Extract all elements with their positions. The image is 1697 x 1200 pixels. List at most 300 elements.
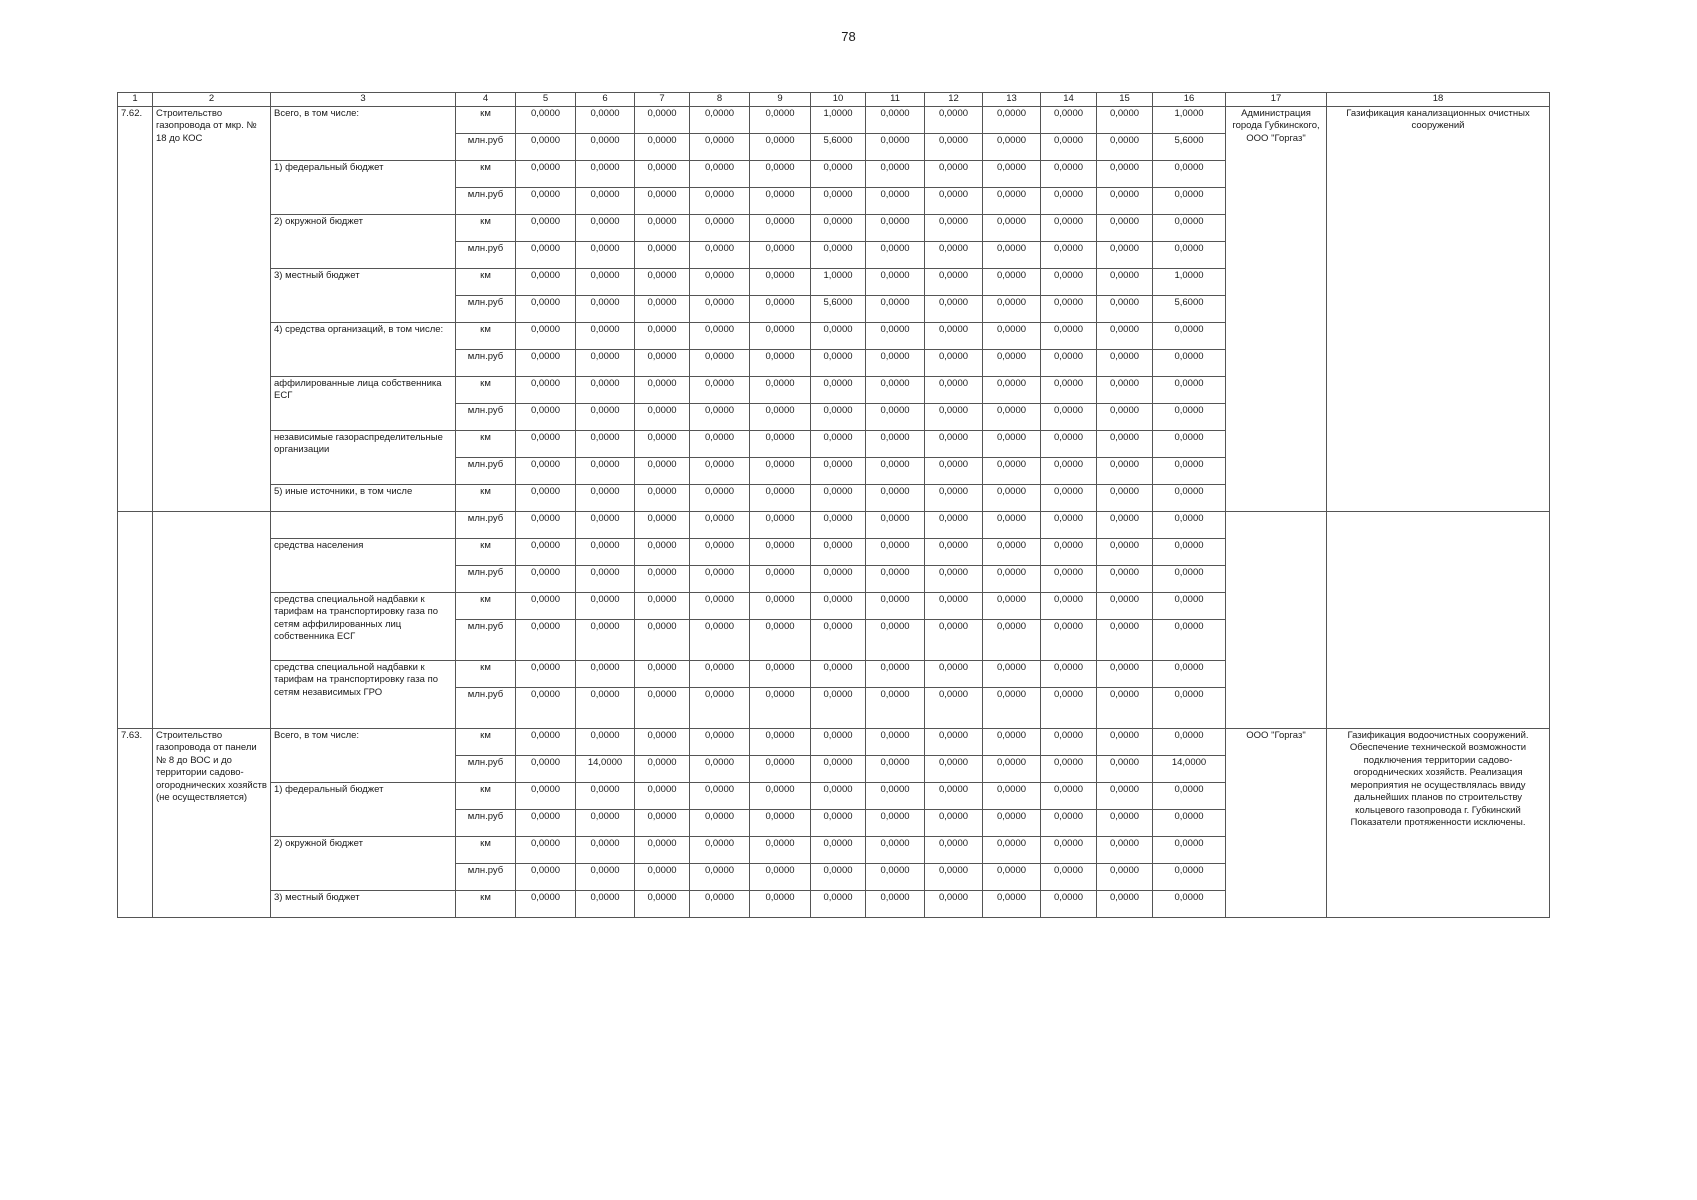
value-cell: 0,0000 xyxy=(1153,660,1226,687)
value-cell: 0,0000 xyxy=(925,619,983,660)
value-cell: 0,0000 xyxy=(811,511,866,538)
unit-cell: млн.руб xyxy=(456,809,516,836)
value-cell: 0,0000 xyxy=(811,430,866,457)
value-cell: 0,0000 xyxy=(811,322,866,349)
item-number: 7.62. xyxy=(118,106,153,511)
value-cell: 0,0000 xyxy=(983,836,1041,863)
value-cell: 0,0000 xyxy=(983,214,1041,241)
value-cell: 0,0000 xyxy=(576,782,635,809)
value-cell: 0,0000 xyxy=(635,322,690,349)
value-cell: 0,0000 xyxy=(811,782,866,809)
value-cell: 0,0000 xyxy=(690,403,750,430)
value-cell: 0,0000 xyxy=(1097,660,1153,687)
value-cell: 0,0000 xyxy=(866,295,925,322)
value-cell: 0,0000 xyxy=(750,836,811,863)
executor xyxy=(1226,511,1327,728)
value-cell: 0,0000 xyxy=(576,403,635,430)
value-cell: 0,0000 xyxy=(866,836,925,863)
value-cell: 0,0000 xyxy=(925,890,983,917)
page-number: 78 xyxy=(841,29,856,44)
value-cell: 5,6000 xyxy=(1153,133,1226,160)
value-cell: 0,0000 xyxy=(750,214,811,241)
column-number: 16 xyxy=(1153,93,1226,107)
value-cell: 0,0000 xyxy=(750,592,811,619)
value-cell: 0,0000 xyxy=(750,268,811,295)
value-cell: 0,0000 xyxy=(983,484,1041,511)
value-cell: 0,0000 xyxy=(1153,592,1226,619)
value-cell: 0,0000 xyxy=(1041,403,1097,430)
value-cell: 0,0000 xyxy=(576,538,635,565)
value-cell: 0,0000 xyxy=(1041,187,1097,214)
value-cell: 0,0000 xyxy=(1041,322,1097,349)
value-cell: 0,0000 xyxy=(576,268,635,295)
value-cell: 0,0000 xyxy=(983,295,1041,322)
value-cell: 0,0000 xyxy=(750,241,811,268)
value-cell: 0,0000 xyxy=(516,619,576,660)
funding-source: 2) окружной бюджет xyxy=(271,836,456,890)
value-cell: 0,0000 xyxy=(1153,349,1226,376)
value-cell: 0,0000 xyxy=(635,160,690,187)
value-cell: 0,0000 xyxy=(516,511,576,538)
value-cell: 0,0000 xyxy=(983,106,1041,133)
value-cell: 0,0000 xyxy=(811,565,866,592)
value-cell: 0,0000 xyxy=(866,457,925,484)
value-cell: 0,0000 xyxy=(516,863,576,890)
value-cell: 0,0000 xyxy=(1097,160,1153,187)
funding-source: 3) местный бюджет xyxy=(271,268,456,322)
value-cell: 0,0000 xyxy=(576,836,635,863)
value-cell: 0,0000 xyxy=(866,660,925,687)
note: Газификация водоочистных сооружений. Обеспечение технической возможности подключения территории садово-огороднических хозяйств. Реализация мероприятия не осуществлялась ввиду дальнейших планов по строительству кольцевого газопровода г. Губкинский Показатели протяженности исключены. xyxy=(1327,728,1550,917)
value-cell: 0,0000 xyxy=(576,430,635,457)
value-cell: 0,0000 xyxy=(576,484,635,511)
unit-cell: км xyxy=(456,268,516,295)
value-cell: 0,0000 xyxy=(925,430,983,457)
value-cell: 0,0000 xyxy=(866,728,925,755)
value-cell: 0,0000 xyxy=(516,755,576,782)
value-cell: 0,0000 xyxy=(866,403,925,430)
value-cell: 0,0000 xyxy=(750,809,811,836)
unit-cell: млн.руб xyxy=(456,565,516,592)
value-cell: 0,0000 xyxy=(1097,782,1153,809)
value-cell: 0,0000 xyxy=(925,241,983,268)
unit-cell: млн.руб xyxy=(456,241,516,268)
value-cell: 0,0000 xyxy=(635,133,690,160)
value-cell: 0,0000 xyxy=(690,687,750,728)
value-cell: 0,0000 xyxy=(1041,484,1097,511)
value-cell: 0,0000 xyxy=(1097,349,1153,376)
value-cell: 0,0000 xyxy=(1097,214,1153,241)
value-cell: 0,0000 xyxy=(925,160,983,187)
value-cell: 0,0000 xyxy=(983,349,1041,376)
column-number: 18 xyxy=(1327,93,1550,107)
value-cell: 0,0000 xyxy=(690,660,750,687)
note xyxy=(1327,511,1550,728)
value-cell: 0,0000 xyxy=(576,214,635,241)
value-cell: 0,0000 xyxy=(635,728,690,755)
value-cell: 5,6000 xyxy=(1153,295,1226,322)
value-cell: 1,0000 xyxy=(811,268,866,295)
value-cell: 0,0000 xyxy=(983,782,1041,809)
value-cell: 1,0000 xyxy=(1153,268,1226,295)
value-cell: 0,0000 xyxy=(750,430,811,457)
value-cell: 0,0000 xyxy=(1153,619,1226,660)
value-cell: 0,0000 xyxy=(576,322,635,349)
value-cell: 0,0000 xyxy=(1153,809,1226,836)
value-cell: 0,0000 xyxy=(866,619,925,660)
value-cell: 0,0000 xyxy=(1097,687,1153,728)
value-cell: 0,0000 xyxy=(516,241,576,268)
value-cell: 0,0000 xyxy=(516,565,576,592)
value-cell: 0,0000 xyxy=(516,782,576,809)
value-cell: 0,0000 xyxy=(866,133,925,160)
value-cell: 0,0000 xyxy=(516,592,576,619)
value-cell: 0,0000 xyxy=(1041,863,1097,890)
value-cell: 0,0000 xyxy=(516,484,576,511)
value-cell: 0,0000 xyxy=(983,660,1041,687)
value-cell: 0,0000 xyxy=(1041,106,1097,133)
value-cell: 0,0000 xyxy=(635,295,690,322)
column-number: 14 xyxy=(1041,93,1097,107)
value-cell: 0,0000 xyxy=(1097,133,1153,160)
value-cell: 0,0000 xyxy=(750,295,811,322)
value-cell: 0,0000 xyxy=(925,133,983,160)
value-cell: 0,0000 xyxy=(1097,295,1153,322)
unit-cell: км xyxy=(456,660,516,687)
value-cell: 0,0000 xyxy=(1097,728,1153,755)
value-cell: 0,0000 xyxy=(866,538,925,565)
value-cell: 0,0000 xyxy=(635,538,690,565)
value-cell: 0,0000 xyxy=(1041,728,1097,755)
item-number: 7.63. xyxy=(118,728,153,917)
value-cell: 0,0000 xyxy=(516,133,576,160)
value-cell: 0,0000 xyxy=(576,457,635,484)
value-cell: 0,0000 xyxy=(925,728,983,755)
value-cell: 0,0000 xyxy=(983,187,1041,214)
value-cell: 0,0000 xyxy=(811,863,866,890)
value-cell: 0,0000 xyxy=(635,349,690,376)
value-cell: 0,0000 xyxy=(516,809,576,836)
value-cell: 0,0000 xyxy=(925,322,983,349)
value-cell: 0,0000 xyxy=(1041,660,1097,687)
value-cell: 0,0000 xyxy=(750,457,811,484)
column-number: 15 xyxy=(1097,93,1153,107)
unit-cell: км xyxy=(456,106,516,133)
value-cell: 0,0000 xyxy=(635,782,690,809)
unit-cell: млн.руб xyxy=(456,403,516,430)
value-cell: 0,0000 xyxy=(983,457,1041,484)
value-cell: 14,0000 xyxy=(576,755,635,782)
funding-source: 4) средства организаций, в том числе: xyxy=(271,322,456,376)
value-cell: 0,0000 xyxy=(983,619,1041,660)
value-cell: 0,0000 xyxy=(750,511,811,538)
value-cell: 0,0000 xyxy=(516,376,576,403)
funding-source: средства специальной надбавки к тарифам на транспортировку газа по сетям аффилированных лиц собственника ЕСГ xyxy=(271,592,456,660)
value-cell: 0,0000 xyxy=(576,619,635,660)
value-cell: 0,0000 xyxy=(516,214,576,241)
value-cell: 0,0000 xyxy=(866,890,925,917)
value-cell: 0,0000 xyxy=(811,538,866,565)
value-cell: 0,0000 xyxy=(690,755,750,782)
value-cell: 0,0000 xyxy=(1041,538,1097,565)
value-cell: 0,0000 xyxy=(516,890,576,917)
value-cell: 0,0000 xyxy=(750,619,811,660)
value-cell: 0,0000 xyxy=(690,241,750,268)
value-cell: 0,0000 xyxy=(576,187,635,214)
value-cell: 0,0000 xyxy=(635,592,690,619)
value-cell: 0,0000 xyxy=(925,755,983,782)
value-cell: 0,0000 xyxy=(516,538,576,565)
value-cell: 0,0000 xyxy=(750,349,811,376)
value-cell: 0,0000 xyxy=(811,660,866,687)
value-cell: 0,0000 xyxy=(1041,160,1097,187)
value-cell: 0,0000 xyxy=(983,687,1041,728)
value-cell: 0,0000 xyxy=(750,890,811,917)
value-cell: 0,0000 xyxy=(516,349,576,376)
value-cell: 0,0000 xyxy=(925,538,983,565)
value-cell: 0,0000 xyxy=(576,349,635,376)
value-cell: 0,0000 xyxy=(690,484,750,511)
value-cell: 0,0000 xyxy=(1097,403,1153,430)
value-cell: 0,0000 xyxy=(690,187,750,214)
value-cell: 0,0000 xyxy=(1041,619,1097,660)
value-cell: 0,0000 xyxy=(1041,782,1097,809)
value-cell: 0,0000 xyxy=(866,809,925,836)
value-cell: 0,0000 xyxy=(1097,890,1153,917)
value-cell: 0,0000 xyxy=(1097,430,1153,457)
column-number: 17 xyxy=(1226,93,1327,107)
column-number: 4 xyxy=(456,93,516,107)
value-cell: 0,0000 xyxy=(516,106,576,133)
value-cell: 0,0000 xyxy=(750,376,811,403)
value-cell: 0,0000 xyxy=(635,863,690,890)
value-cell: 0,0000 xyxy=(983,890,1041,917)
value-cell: 0,0000 xyxy=(516,457,576,484)
value-cell: 0,0000 xyxy=(690,565,750,592)
value-cell: 0,0000 xyxy=(925,565,983,592)
value-cell: 0,0000 xyxy=(1041,565,1097,592)
executor: ООО "Горгаз" xyxy=(1226,728,1327,917)
value-cell: 0,0000 xyxy=(1041,241,1097,268)
value-cell: 0,0000 xyxy=(635,187,690,214)
value-cell: 0,0000 xyxy=(1041,890,1097,917)
value-cell: 0,0000 xyxy=(576,728,635,755)
value-cell: 0,0000 xyxy=(1153,241,1226,268)
value-cell: 0,0000 xyxy=(690,809,750,836)
value-cell: 0,0000 xyxy=(866,782,925,809)
value-cell: 0,0000 xyxy=(1153,376,1226,403)
value-cell: 0,0000 xyxy=(576,376,635,403)
value-cell: 0,0000 xyxy=(983,511,1041,538)
value-cell: 0,0000 xyxy=(983,592,1041,619)
unit-cell: млн.руб xyxy=(456,511,516,538)
value-cell: 0,0000 xyxy=(576,890,635,917)
value-cell: 0,0000 xyxy=(1097,241,1153,268)
value-cell: 0,0000 xyxy=(750,484,811,511)
value-cell: 0,0000 xyxy=(576,295,635,322)
value-cell: 0,0000 xyxy=(690,538,750,565)
value-cell: 0,0000 xyxy=(690,133,750,160)
value-cell: 0,0000 xyxy=(811,457,866,484)
value-cell: 0,0000 xyxy=(1097,376,1153,403)
unit-cell: км xyxy=(456,592,516,619)
value-cell: 0,0000 xyxy=(690,106,750,133)
value-cell: 0,0000 xyxy=(1041,687,1097,728)
value-cell: 0,0000 xyxy=(811,592,866,619)
value-cell: 0,0000 xyxy=(576,863,635,890)
value-cell: 0,0000 xyxy=(1041,376,1097,403)
value-cell: 0,0000 xyxy=(690,295,750,322)
value-cell: 0,0000 xyxy=(635,484,690,511)
value-cell: 0,0000 xyxy=(1097,836,1153,863)
value-cell: 0,0000 xyxy=(811,890,866,917)
unit-cell: км xyxy=(456,890,516,917)
value-cell: 0,0000 xyxy=(983,755,1041,782)
value-cell: 0,0000 xyxy=(925,268,983,295)
value-cell: 0,0000 xyxy=(690,376,750,403)
unit-cell: млн.руб xyxy=(456,133,516,160)
value-cell: 0,0000 xyxy=(690,349,750,376)
value-cell: 0,0000 xyxy=(983,241,1041,268)
value-cell: 0,0000 xyxy=(811,755,866,782)
column-number: 13 xyxy=(983,93,1041,107)
value-cell: 0,0000 xyxy=(925,782,983,809)
unit-cell: км xyxy=(456,484,516,511)
value-cell: 0,0000 xyxy=(750,782,811,809)
value-cell: 0,0000 xyxy=(1153,728,1226,755)
value-cell: 0,0000 xyxy=(576,106,635,133)
item-name: Строительство газопровода от панели № 8 до ВОС и до территории садово-огороднических хозяйств (не осуществляется) xyxy=(153,728,271,917)
value-cell: 0,0000 xyxy=(690,430,750,457)
funding-source: 1) федеральный бюджет xyxy=(271,160,456,214)
value-cell: 0,0000 xyxy=(866,430,925,457)
value-cell: 0,0000 xyxy=(1097,755,1153,782)
value-cell: 0,0000 xyxy=(983,268,1041,295)
value-cell: 0,0000 xyxy=(635,403,690,430)
value-cell: 0,0000 xyxy=(635,241,690,268)
unit-cell: км xyxy=(456,160,516,187)
value-cell: 0,0000 xyxy=(811,836,866,863)
value-cell: 0,0000 xyxy=(1153,836,1226,863)
value-cell: 0,0000 xyxy=(983,376,1041,403)
value-cell: 0,0000 xyxy=(866,214,925,241)
value-cell: 0,0000 xyxy=(866,511,925,538)
value-cell: 0,0000 xyxy=(690,619,750,660)
value-cell: 0,0000 xyxy=(576,160,635,187)
value-cell: 0,0000 xyxy=(1041,349,1097,376)
value-cell: 0,0000 xyxy=(866,160,925,187)
unit-cell: км xyxy=(456,782,516,809)
value-cell: 0,0000 xyxy=(925,809,983,836)
value-cell: 0,0000 xyxy=(1041,268,1097,295)
funding-source: Всего, в том числе: xyxy=(271,106,456,160)
value-cell: 0,0000 xyxy=(690,836,750,863)
value-cell: 0,0000 xyxy=(1041,457,1097,484)
value-cell: 0,0000 xyxy=(635,660,690,687)
value-cell: 0,0000 xyxy=(866,592,925,619)
value-cell: 0,0000 xyxy=(576,241,635,268)
executor: Администрация города Губкинского, ООО "Горгаз" xyxy=(1226,106,1327,511)
value-cell: 0,0000 xyxy=(635,457,690,484)
value-cell: 0,0000 xyxy=(925,836,983,863)
value-cell: 0,0000 xyxy=(1041,214,1097,241)
value-cell: 0,0000 xyxy=(1153,511,1226,538)
value-cell: 0,0000 xyxy=(1041,809,1097,836)
value-cell: 0,0000 xyxy=(576,565,635,592)
value-cell: 0,0000 xyxy=(635,376,690,403)
value-cell: 0,0000 xyxy=(1153,187,1226,214)
value-cell: 0,0000 xyxy=(866,187,925,214)
value-cell: 0,0000 xyxy=(750,863,811,890)
column-number: 1 xyxy=(118,93,153,107)
table-row xyxy=(118,728,1550,755)
value-cell: 0,0000 xyxy=(1153,863,1226,890)
value-cell: 0,0000 xyxy=(1041,295,1097,322)
funding-source: 2) окружной бюджет xyxy=(271,214,456,268)
value-cell: 0,0000 xyxy=(1153,538,1226,565)
value-cell: 0,0000 xyxy=(1153,565,1226,592)
funding-source: Всего, в том числе: xyxy=(271,728,456,782)
value-cell: 0,0000 xyxy=(576,511,635,538)
value-cell: 0,0000 xyxy=(925,187,983,214)
value-cell: 0,0000 xyxy=(1153,160,1226,187)
value-cell: 0,0000 xyxy=(1097,592,1153,619)
value-cell: 0,0000 xyxy=(925,457,983,484)
value-cell: 0,0000 xyxy=(690,214,750,241)
value-cell: 0,0000 xyxy=(516,295,576,322)
value-cell: 0,0000 xyxy=(635,106,690,133)
value-cell: 0,0000 xyxy=(516,268,576,295)
value-cell: 0,0000 xyxy=(750,106,811,133)
value-cell: 0,0000 xyxy=(690,863,750,890)
value-cell: 0,0000 xyxy=(1153,687,1226,728)
unit-cell: км xyxy=(456,322,516,349)
value-cell: 0,0000 xyxy=(1097,511,1153,538)
column-number: 9 xyxy=(750,93,811,107)
value-cell: 0,0000 xyxy=(811,809,866,836)
value-cell: 0,0000 xyxy=(866,755,925,782)
value-cell: 0,0000 xyxy=(1097,863,1153,890)
value-cell: 0,0000 xyxy=(811,160,866,187)
unit-cell: млн.руб xyxy=(456,619,516,660)
value-cell: 1,0000 xyxy=(811,106,866,133)
value-cell: 0,0000 xyxy=(576,592,635,619)
value-cell: 0,0000 xyxy=(576,687,635,728)
unit-cell: млн.руб xyxy=(456,755,516,782)
value-cell: 0,0000 xyxy=(690,782,750,809)
value-cell: 0,0000 xyxy=(983,863,1041,890)
value-cell: 0,0000 xyxy=(1153,484,1226,511)
column-number: 6 xyxy=(576,93,635,107)
unit-cell: км xyxy=(456,376,516,403)
value-cell: 0,0000 xyxy=(1097,619,1153,660)
value-cell: 0,0000 xyxy=(690,728,750,755)
value-cell: 0,0000 xyxy=(516,836,576,863)
funding-source: независимые газораспределительные организации xyxy=(271,430,456,484)
value-cell: 5,6000 xyxy=(811,133,866,160)
value-cell: 0,0000 xyxy=(690,592,750,619)
value-cell: 0,0000 xyxy=(750,660,811,687)
value-cell: 0,0000 xyxy=(750,133,811,160)
value-cell: 0,0000 xyxy=(811,687,866,728)
value-cell: 0,0000 xyxy=(1097,484,1153,511)
value-cell: 0,0000 xyxy=(983,565,1041,592)
value-cell: 0,0000 xyxy=(925,863,983,890)
column-number: 8 xyxy=(690,93,750,107)
value-cell: 0,0000 xyxy=(925,687,983,728)
value-cell: 1,0000 xyxy=(1153,106,1226,133)
column-number: 7 xyxy=(635,93,690,107)
